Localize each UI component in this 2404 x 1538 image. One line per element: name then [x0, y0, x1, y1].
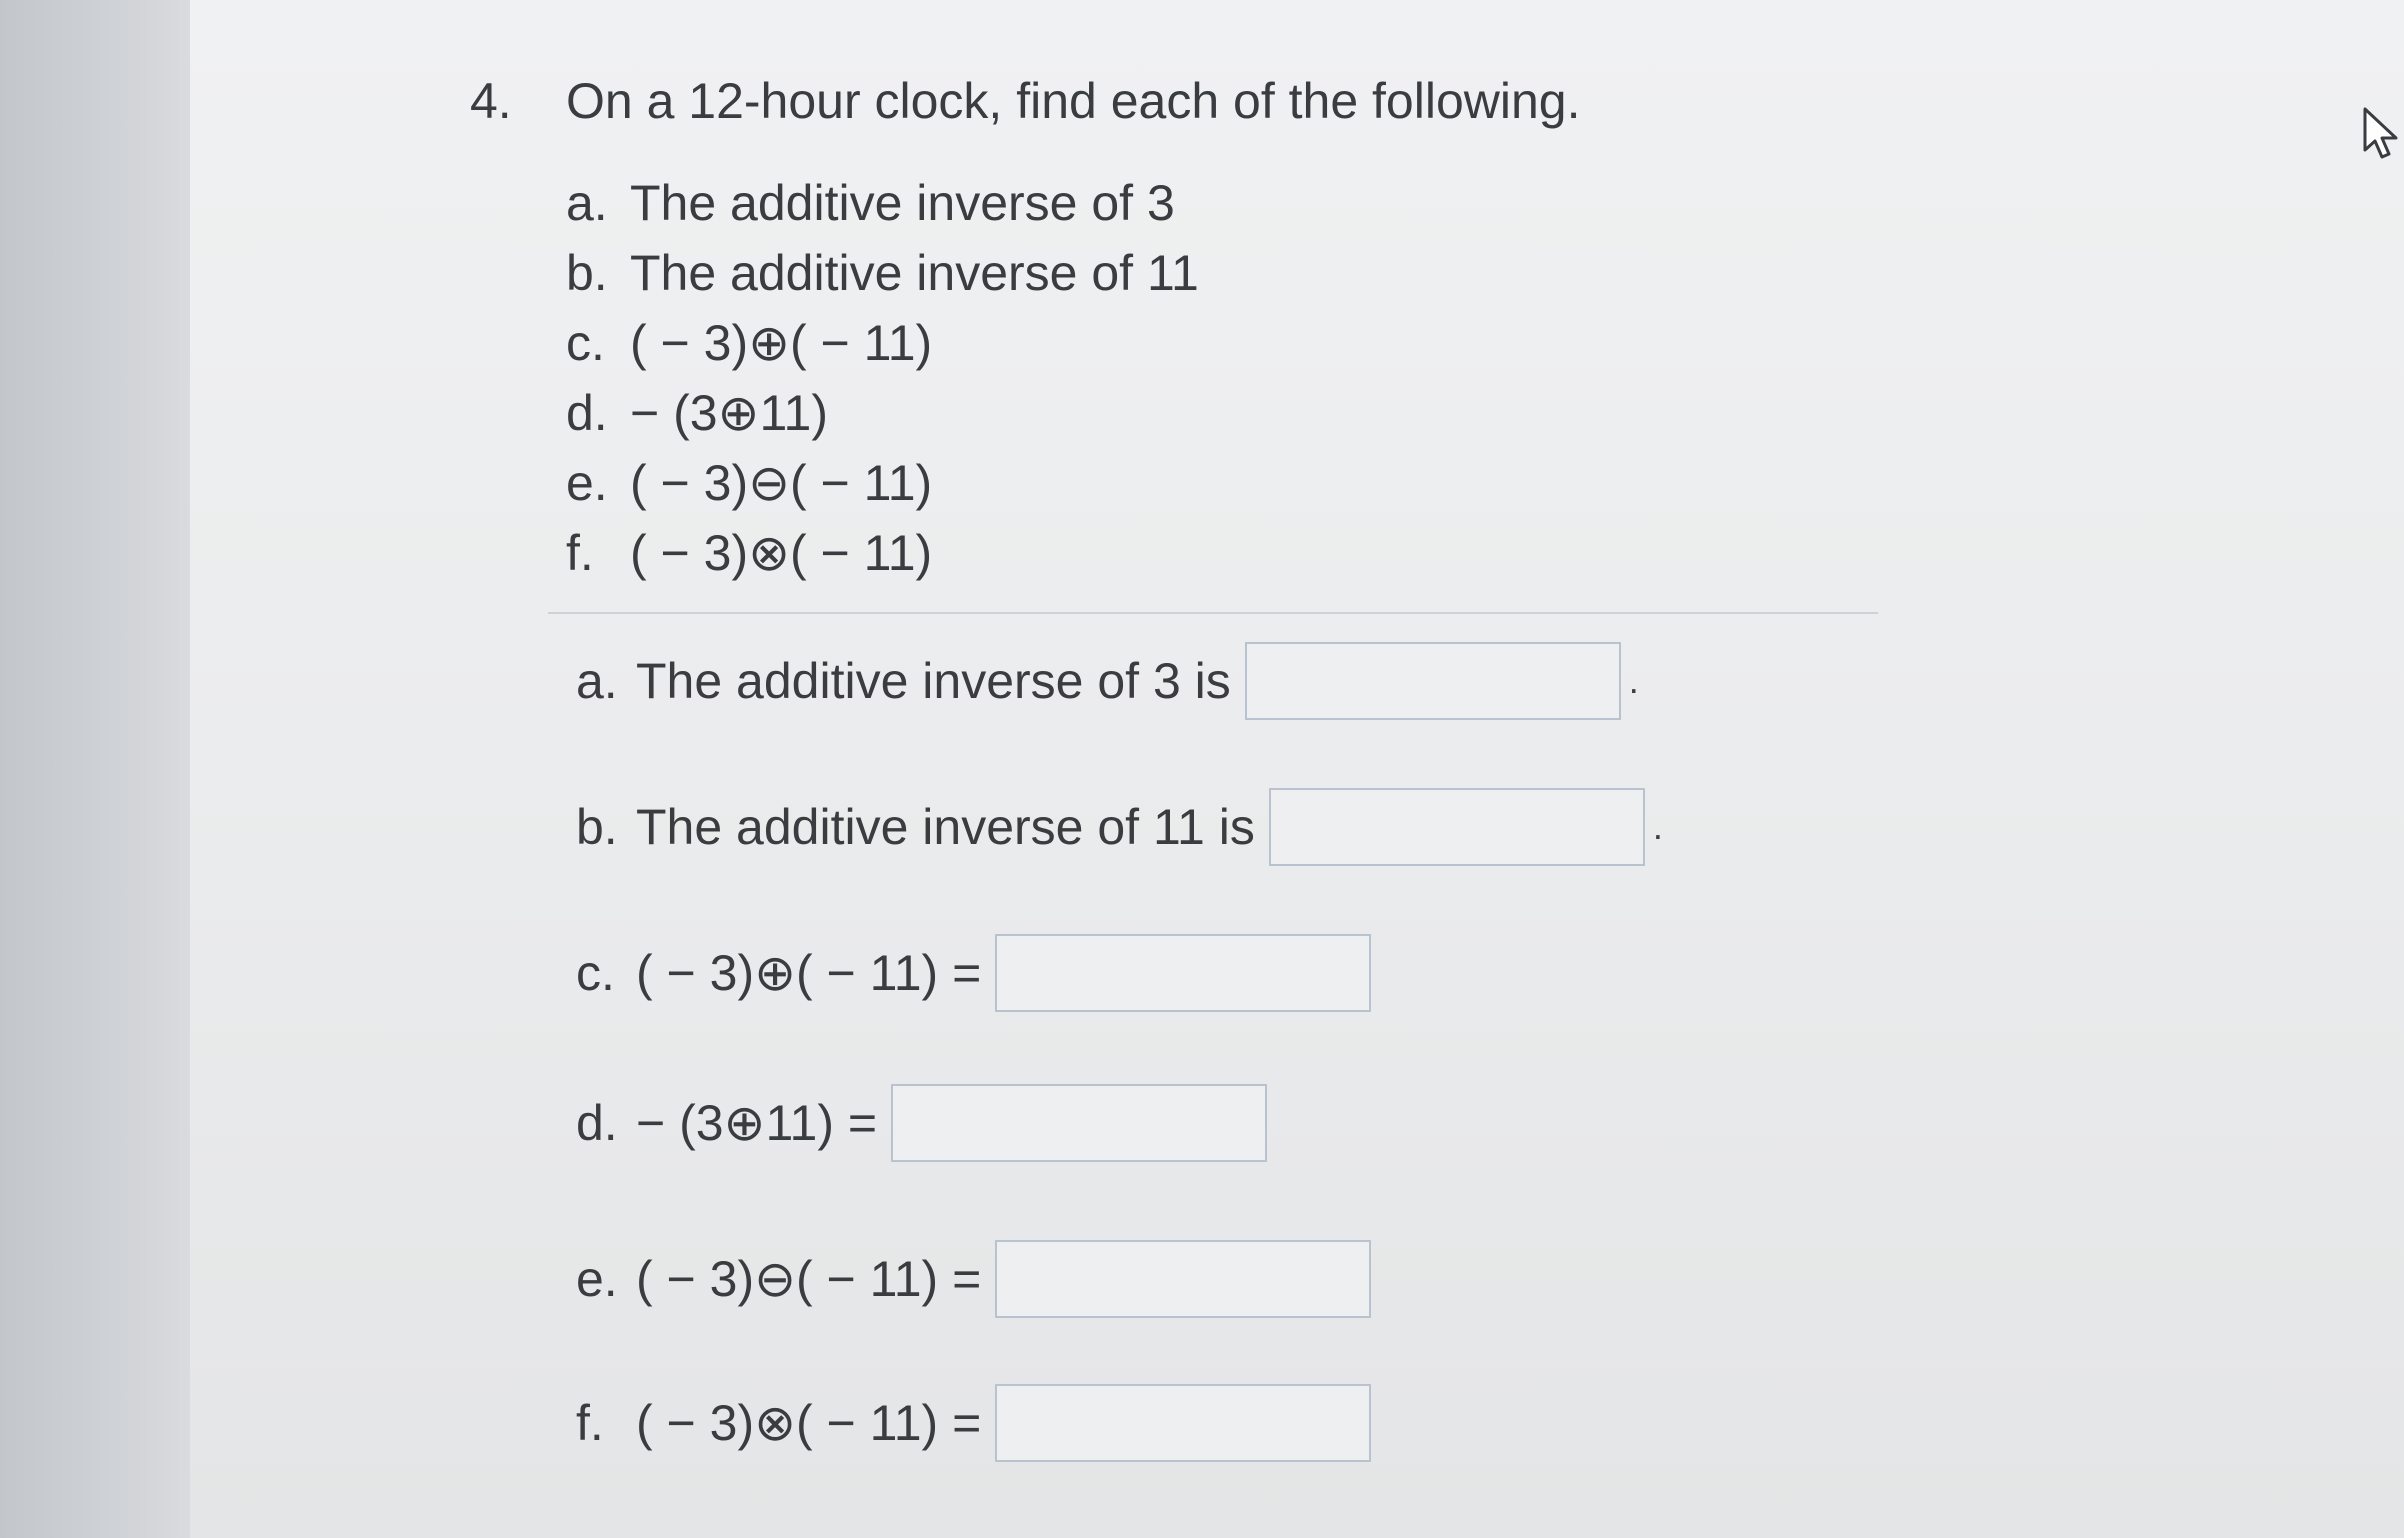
mouse-pointer-icon	[2362, 106, 2400, 160]
prompt-item	[566, 238, 1199, 308]
answer-row-d	[576, 1084, 1267, 1162]
section-divider	[548, 612, 1878, 614]
question-number: 4.	[470, 73, 512, 129]
answer-label: b.	[576, 799, 618, 855]
prompt-item	[566, 168, 1199, 238]
answer-label: a.	[576, 653, 618, 709]
prompt-item	[566, 448, 1199, 518]
prompt-item	[566, 308, 1199, 378]
prompt-text: ( − 3)⊕( − 11)	[630, 315, 933, 371]
answer-input-c[interactable]	[995, 934, 1371, 1012]
left-panel	[0, 0, 190, 1538]
answer-row-f	[576, 1384, 1371, 1462]
answer-label: c.	[576, 945, 615, 1001]
answer-text: The additive inverse of 11 is	[636, 799, 1255, 855]
answer-text: The additive inverse of 3 is	[636, 653, 1231, 709]
answer-row-b	[576, 788, 1663, 866]
prompt-label: a.	[566, 175, 608, 231]
prompt-label: f.	[566, 525, 594, 581]
answer-row-c	[576, 934, 1371, 1012]
answer-suffix: .	[1652, 806, 1663, 847]
prompt-text: ( − 3)⊗( − 11)	[630, 525, 933, 581]
prompt-text: − (3⊕11)	[630, 385, 828, 441]
answer-input-f[interactable]	[995, 1384, 1371, 1462]
answer-label: f.	[576, 1395, 604, 1451]
prompt-text: ( − 3)⊖( − 11)	[630, 455, 933, 511]
answer-text: ( − 3)⊖( − 11) =	[636, 1251, 982, 1307]
answer-label: d.	[576, 1095, 618, 1151]
prompt-label: c.	[566, 315, 605, 371]
prompt-text: The additive inverse of 11	[630, 245, 1199, 301]
answer-input-e[interactable]	[995, 1240, 1371, 1318]
prompt-label: e.	[566, 455, 608, 511]
prompt-item	[566, 518, 1199, 588]
answer-input-b[interactable]	[1269, 788, 1645, 866]
answer-row-a	[576, 642, 1639, 720]
answer-input-a[interactable]	[1245, 642, 1621, 720]
answer-input-d[interactable]	[891, 1084, 1267, 1162]
answer-label: e.	[576, 1251, 618, 1307]
question-text: On a 12-hour clock, find each of the following.	[566, 73, 1581, 129]
answer-suffix: .	[1628, 660, 1639, 701]
answer-text: ( − 3)⊗( − 11) =	[636, 1395, 982, 1451]
answer-text: − (3⊕11) =	[636, 1095, 878, 1151]
prompt-item	[566, 378, 1199, 448]
prompt-list	[566, 168, 1199, 588]
prompt-label: d.	[566, 385, 608, 441]
prompt-label: b.	[566, 245, 608, 301]
prompt-text: The additive inverse of 3	[630, 175, 1175, 231]
answer-text: ( − 3)⊕( − 11) =	[636, 945, 982, 1001]
answer-row-e	[576, 1240, 1371, 1318]
